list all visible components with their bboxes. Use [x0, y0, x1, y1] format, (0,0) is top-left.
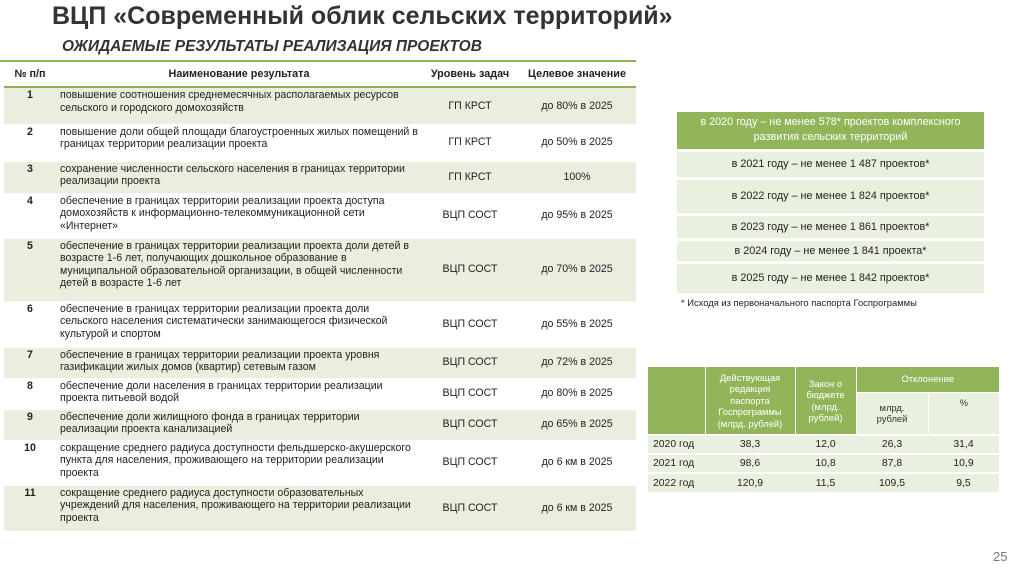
table-row — [4, 378, 636, 409]
fin-law: 10,8 — [795, 454, 856, 473]
row-name: повышение соотношения среднемесячных располагаемых ресурсов сельского и городского домохозяйств — [56, 87, 422, 124]
col-name: Наименование результата — [56, 63, 422, 87]
row-target: до 80% в 2025 — [518, 87, 636, 124]
fin-law: 11,5 — [795, 473, 856, 492]
row-num: 5 — [4, 238, 56, 301]
row-name: обеспечение в границах территории реализации проекта уровня газификации жилых домов (квартир) сетевым газом — [56, 347, 422, 378]
projects-row — [677, 214, 984, 239]
col-target: Целевое значение — [518, 63, 636, 87]
row-level: ВЦП СОСТ — [422, 347, 518, 378]
row-num: 3 — [4, 161, 56, 193]
row-target: до 65% в 2025 — [518, 409, 636, 440]
fin-current: 38,3 — [705, 435, 795, 454]
row-target: до 50% в 2025 — [518, 124, 636, 161]
fin-current: 98,6 — [705, 454, 795, 473]
col-num: № п/п — [4, 63, 56, 87]
title-divider — [0, 60, 636, 62]
row-target: до 6 км в 2025 — [518, 485, 636, 531]
projects-row-text: в 2021 году – не менее 1 487 проектов* — [677, 150, 984, 178]
row-name: обеспечение в границах территории реализации проекта доступа домохозяйств к информационно-телекоммуникационной сети «Интернет» — [56, 193, 422, 238]
fin-year: 2021 год — [648, 454, 705, 473]
fin-dev-abs: 26,3 — [856, 435, 928, 454]
row-num: 1 — [4, 87, 56, 124]
row-target: до 70% в 2025 — [518, 238, 636, 301]
row-level: ВЦП СОСТ — [422, 193, 518, 238]
projects-head: в 2020 году – не менее 578* проектов комплексного развития сельских территорий — [677, 112, 984, 150]
row-num: 2 — [4, 124, 56, 161]
results-table — [4, 63, 636, 531]
row-num: 6 — [4, 301, 56, 347]
fin-dev-abs: 87,8 — [856, 454, 928, 473]
table-row — [648, 454, 999, 473]
table-row — [4, 409, 636, 440]
projects-row — [677, 178, 984, 214]
table-row — [4, 193, 636, 238]
row-num: 7 — [4, 347, 56, 378]
page-number: 25 — [993, 549, 1008, 564]
row-target: до 72% в 2025 — [518, 347, 636, 378]
row-num: 9 — [4, 409, 56, 440]
fin-year: 2022 год — [648, 473, 705, 492]
row-name: обеспечение доли жилищного фонда в границах территории реализации проекта канализацией — [56, 409, 422, 440]
row-name: сокращение среднего радиуса доступности образовательных учреждений для населения, проживающего на территории реализации проекта — [56, 485, 422, 531]
col-dev-abs: млрд. рублей — [856, 392, 928, 435]
row-target: до 55% в 2025 — [518, 301, 636, 347]
row-target: до 80% в 2025 — [518, 378, 636, 409]
projects-row-text: в 2024 году – не менее 1 841 проекта* — [677, 239, 984, 262]
projects-row — [677, 150, 984, 178]
row-level: ВЦП СОСТ — [422, 238, 518, 301]
row-name: сохранение численности сельского населения в границах территории реализации проекта — [56, 161, 422, 193]
table-row — [4, 238, 636, 301]
row-level: ВЦП СОСТ — [422, 409, 518, 440]
row-name: обеспечение в границах территории реализации проекта доли сельского населения систематически занимающегося физической культурой и спортом — [56, 301, 422, 347]
col-current: Действующая редакция паспорта Госпрограммы (млрд. рублей) — [705, 367, 795, 435]
row-target: до 95% в 2025 — [518, 193, 636, 238]
row-target: 100% — [518, 161, 636, 193]
row-target: до 6 км в 2025 — [518, 440, 636, 485]
col-level: Уровень задач — [422, 63, 518, 87]
projects-row — [677, 262, 984, 293]
projects-footnote: * Исходя из первоначального паспорта Госпрограммы — [681, 297, 917, 308]
projects-row-text: в 2025 году – не менее 1 842 проектов* — [677, 262, 984, 293]
projects-row-text: в 2023 году – не менее 1 861 проектов* — [677, 214, 984, 239]
results-header-row — [4, 63, 636, 87]
row-level: ВЦП СОСТ — [422, 301, 518, 347]
projects-row — [677, 239, 984, 262]
row-level: ВЦП СОСТ — [422, 378, 518, 409]
row-name: повышение доли общей площади благоустроенных жилых помещений в границах территории реализации проекта — [56, 124, 422, 161]
row-name: обеспечение в границах территории реализации проекта доли детей в возрасте 1-6 лет, получающих дошкольное образование в муниципальной образовательной организации, в общей численности детей в возрасте 1-6 лет — [56, 238, 422, 301]
row-name: сокращение среднего радиуса доступности фельдшерско-акушерского пункта для населения, проживающего на территории реализации проекта — [56, 440, 422, 485]
fin-dev-pct: 31,4 — [928, 435, 999, 454]
projects-row-text: в 2022 году – не менее 1 824 проектов* — [677, 178, 984, 214]
table-row — [4, 485, 636, 531]
table-row — [648, 473, 999, 492]
row-level: ГП КРСТ — [422, 87, 518, 124]
finance-header-row — [648, 367, 999, 392]
col-dev-pct: % — [928, 392, 999, 435]
finance-table — [648, 367, 999, 492]
row-num: 4 — [4, 193, 56, 238]
finance-corner — [648, 367, 705, 435]
table-row — [4, 301, 636, 347]
page-subtitle: ОЖИДАЕМЫЕ РЕЗУЛЬТАТЫ РЕАЛИЗАЦИЯ ПРОЕКТОВ — [62, 38, 482, 55]
table-row — [4, 347, 636, 378]
table-row — [4, 87, 636, 124]
fin-law: 12,0 — [795, 435, 856, 454]
table-row — [4, 161, 636, 193]
row-level: ВЦП СОСТ — [422, 440, 518, 485]
table-row — [4, 440, 636, 485]
row-num: 11 — [4, 485, 56, 531]
fin-dev-pct: 9,5 — [928, 473, 999, 492]
page-title: ВЦП «Современный облик сельских территорий» — [52, 2, 673, 30]
col-deviation: Отклонение — [856, 367, 999, 392]
row-name: обеспечение доли населения в границах территории реализации проекта питьевой водой — [56, 378, 422, 409]
table-row — [4, 124, 636, 161]
fin-current: 120,9 — [705, 473, 795, 492]
projects-head-row — [677, 112, 984, 150]
row-level: ВЦП СОСТ — [422, 485, 518, 531]
col-law: Закон о бюджете (млрд. рублей) — [795, 367, 856, 435]
table-row — [648, 435, 999, 454]
fin-dev-pct: 10,9 — [928, 454, 999, 473]
row-num: 8 — [4, 378, 56, 409]
row-num: 10 — [4, 440, 56, 485]
fin-year: 2020 год — [648, 435, 705, 454]
projects-box — [677, 112, 984, 293]
fin-dev-abs: 109,5 — [856, 473, 928, 492]
row-level: ГП КРСТ — [422, 124, 518, 161]
row-level: ГП КРСТ — [422, 161, 518, 193]
